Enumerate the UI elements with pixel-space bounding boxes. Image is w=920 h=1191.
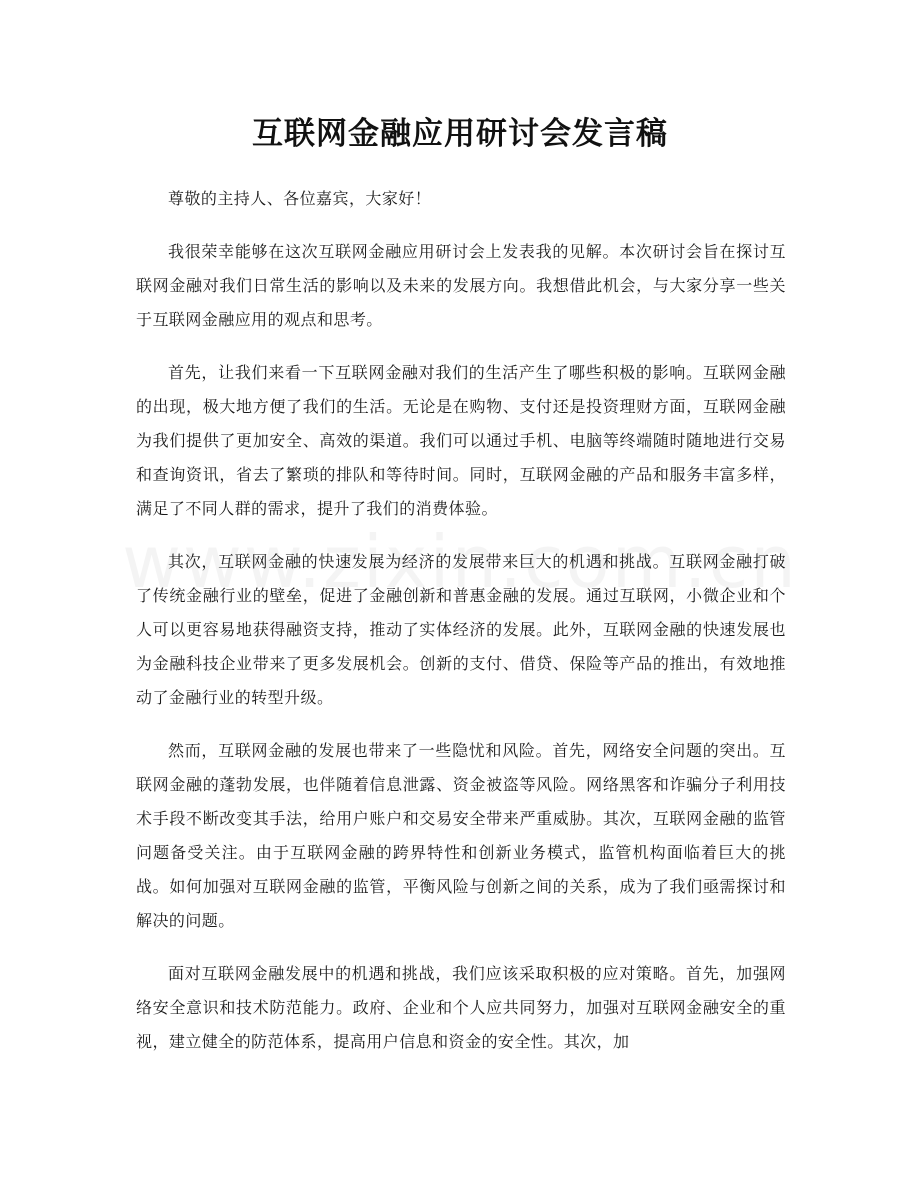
document-title: 互联网金融应用研讨会发言稿 bbox=[252, 116, 668, 152]
paragraph-strategies: 面对互联网金融发展中的机遇和挑战，我们应该采取积极的应对策略。首先，加强网络安全意识和技术防范能力。政府、企业和个人应共同努力，加强对互联网金融安全的重视，建立健全的防范体系，提高用户信息和资金的安全性。其次，加 bbox=[136, 964, 786, 1051]
paragraph-opportunities: 其次，互联网金融的快速发展为经济的发展带来巨大的机遇和挑战。互联网金融打破了传统金融行业的壁垒，促进了金融创新和普惠金融的发展。通过互联网，小微企业和个人可以更容易地获得融资支持，推动了实体经济的发展。此外，互联网金融的快速发展也为金融科技企业带来了更多发展机会。创新的支付、借贷、保险等产品的推出，有效地推动了金融行业的转型升级。 bbox=[136, 552, 786, 707]
paragraph-risks: 然而，互联网金融的发展也带来了一些隐忧和风险。首先，网络安全问题的突出。互联网金融的蓬勃发展，也伴随着信息泄露、资金被盗等风险。网络黑客和诈骗分子利用技术手段不断改变其手法，给用户账户和交易安全带来严重威胁。其次，互联网金融的监管问题备受关注。由于互联网金融的跨界特性和创新业务模式，监管机构面临着巨大的挑战。如何加强对互联网金融的监管，平衡风险与创新之间的关系，成为了我们亟需探讨和解决的问题。 bbox=[136, 741, 786, 930]
document-body bbox=[136, 182, 786, 1078]
paragraph-intro: 我很荣幸能够在这次互联网金融应用研讨会上发表我的见解。本次研讨会旨在探讨互联网金融对我们日常生活的影响以及未来的发展方向。我想借此机会，与大家分享一些关于互联网金融应用的观点和思考。 bbox=[136, 242, 786, 329]
paragraph-positive-impact: 首先，让我们来看一下互联网金融对我们的生活产生了哪些积极的影响。互联网金融的出现，极大地方便了我们的生活。无论是在购物、支付还是投资理财方面，互联网金融为我们提供了更加安全、高效的渠道。我们可以通过手机、电脑等终端随时随地进行交易和查询资讯，省去了繁琐的排队和等待时间。同时，互联网金融的产品和服务丰富多样，满足了不同人群的需求，提升了我们的消费体验。 bbox=[136, 363, 786, 518]
paragraph-greeting: 尊敬的主持人、各位嘉宾，大家好！ bbox=[168, 189, 432, 208]
